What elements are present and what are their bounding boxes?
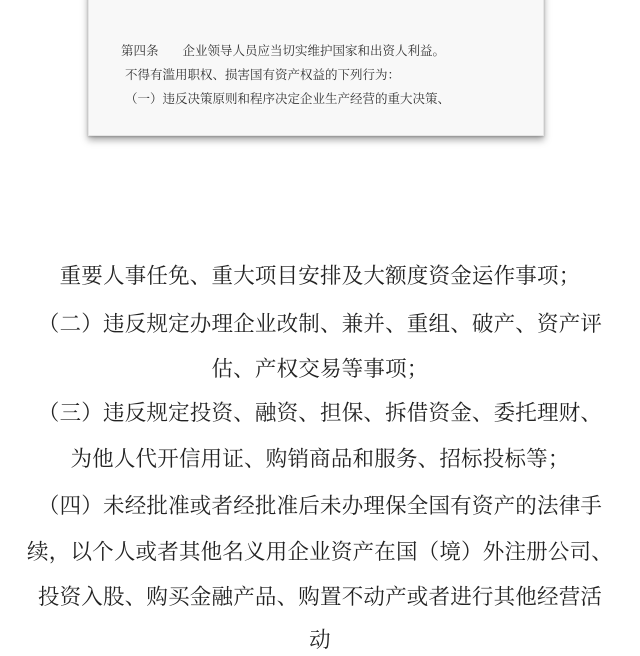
article-label: 第四条 bbox=[121, 43, 159, 58]
body-line-1: 重要人事任免、重大项目安排及大额度资金运作事项； bbox=[59, 264, 581, 289]
card-line-3: （一）违反决策原则和程序决定企业生产经营的重大决策、 bbox=[125, 91, 451, 106]
body-line-6: （四）未经批准或者经批准后未办理保全国有资产的法律手 bbox=[37, 494, 603, 519]
body-line-3: 估、产权交易等事项； bbox=[211, 357, 429, 382]
body-line-8: 投资入股、购买金融产品、购置不动产或者进行其他经营活 bbox=[37, 585, 603, 610]
body-line-4: （三）违反规定投资、融资、担保、拆借资金、委托理财、 bbox=[37, 401, 603, 426]
body-line-9: 动 bbox=[309, 628, 331, 653]
article-text: 企业领导人员应当切实维护国家和出资人利益。 bbox=[182, 43, 446, 58]
body-line-5: 为他人代开信用证、购销商品和服务、招标投标等； bbox=[70, 447, 570, 472]
card-line-2: 不得有滥用职权、损害国有资产权益的下列行为： bbox=[125, 67, 401, 82]
body-line-2: （二）违反规定办理企业改制、兼并、重组、破产、资产评 bbox=[37, 312, 603, 337]
regulation-excerpt-card bbox=[88, 0, 544, 136]
card-line-1 bbox=[121, 43, 445, 59]
body-line-7: 续，以个人或者其他名义用企业资产在国（境）外注册公司、 bbox=[27, 540, 613, 565]
